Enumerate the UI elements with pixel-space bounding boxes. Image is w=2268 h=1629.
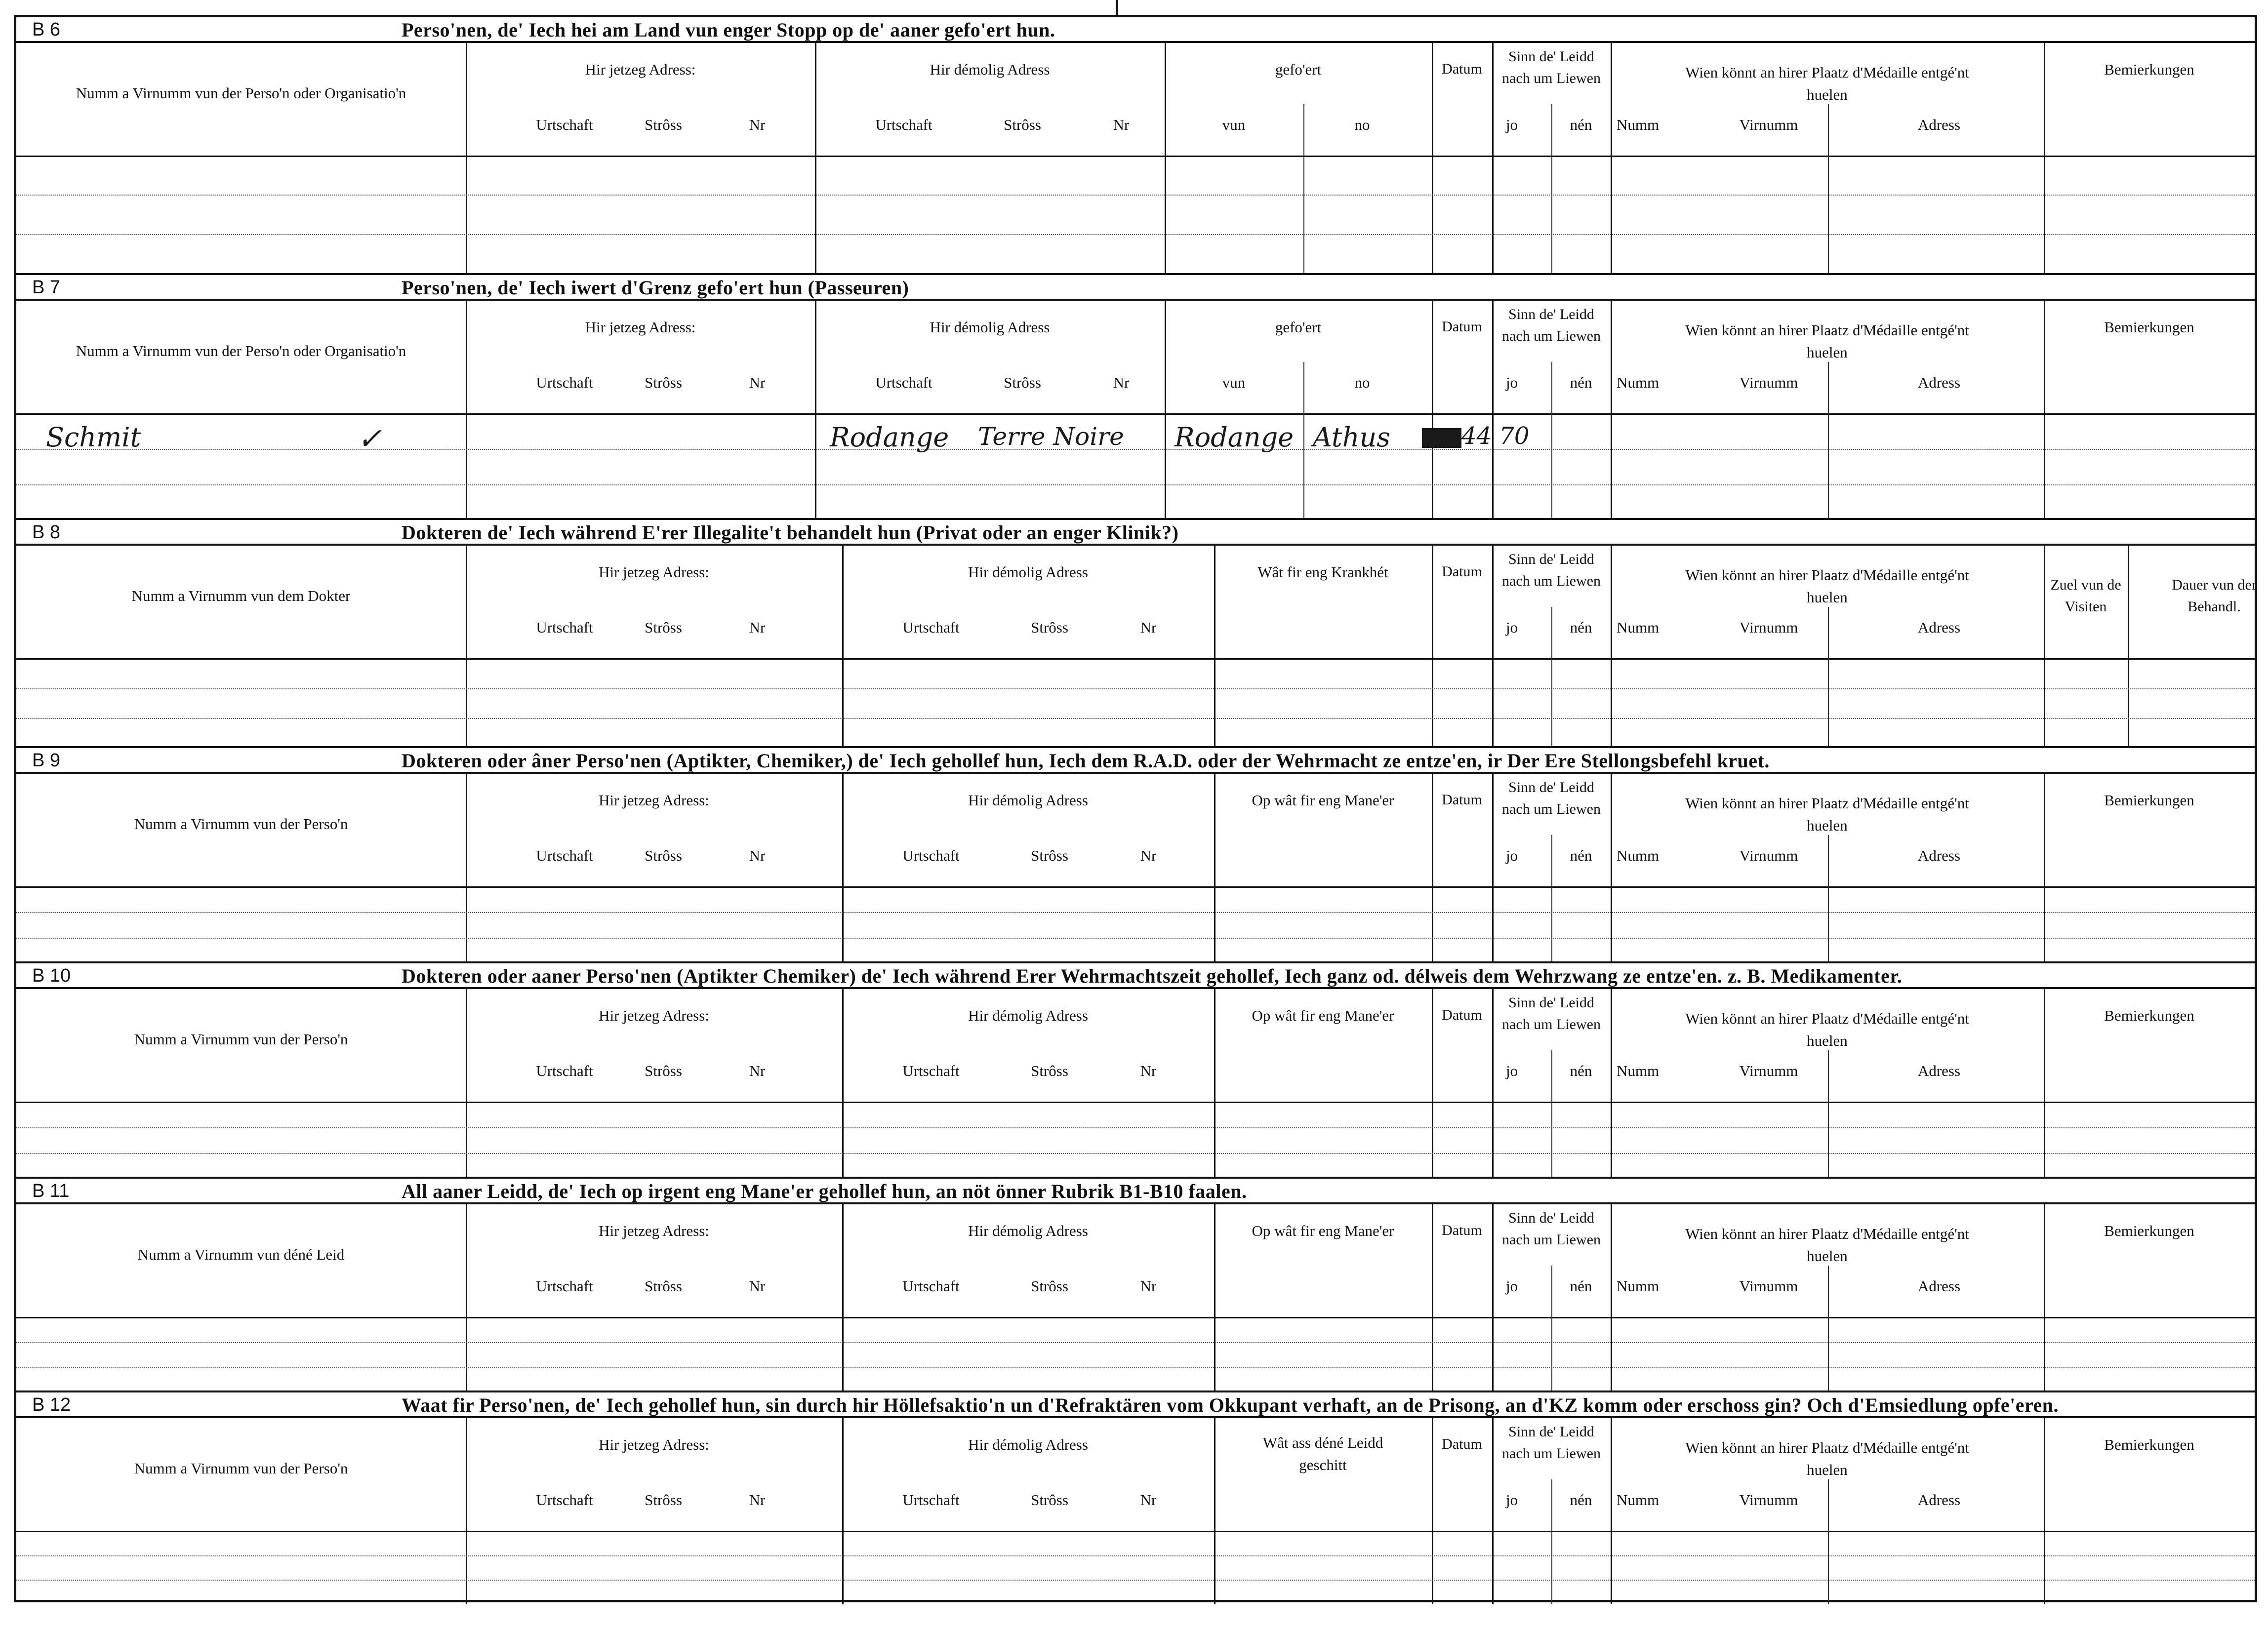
medal-address-header: Adress — [1917, 1491, 1961, 1509]
date-header: Datum — [1442, 1222, 1482, 1238]
help-kind-header: Op wât fir eng Mane'er — [1252, 1222, 1394, 1239]
transport-to-header: no — [1354, 374, 1370, 391]
name-column-header: Numm a Virnumm vun der Perso'n oder Organisatio'n — [76, 84, 406, 102]
entry-rows-area[interactable] — [16, 886, 2255, 963]
alive-header: Sinn de' Leidd nach um Liewen — [1502, 48, 1601, 86]
current-number-header: Nr — [749, 1491, 766, 1509]
former-street-header: Strôss — [1004, 374, 1041, 391]
alive-header: Sinn de' Leidd nach um Liewen — [1502, 779, 1601, 817]
former-town-header: Urtschaft — [875, 374, 932, 391]
section-b10 — [16, 961, 2255, 1177]
date-header: Datum — [1442, 1007, 1482, 1023]
former-number-header: Nr — [1140, 1277, 1157, 1295]
alive-no-header: nén — [1570, 1491, 1592, 1509]
medal-recipient-header: Wien könnt an hirer Plaatz d'Médaille entgé'nt huelen — [1685, 1010, 1969, 1049]
medal-recipient-header: Wien könnt an hirer Plaatz d'Médaille entgé'nt huelen — [1685, 1225, 1969, 1265]
alive-yes-header: jo — [1505, 619, 1518, 636]
current-street-header: Strôss — [645, 374, 682, 391]
entry-rows-area[interactable] — [16, 1531, 2255, 1604]
remarks-header: Bemierkungen — [2104, 61, 2194, 78]
former-town-header: Urtschaft — [902, 1277, 960, 1295]
current-town-header: Urtschaft — [536, 116, 593, 133]
date-header: Datum — [1442, 792, 1482, 808]
top-registration-mark — [1116, 0, 1118, 17]
medal-surname-header: Numm — [1616, 619, 1660, 636]
section-code: B 9 — [32, 750, 61, 771]
alive-yes-header: jo — [1505, 847, 1518, 864]
current-address-header: Hir jetzeg Adress: — [585, 61, 696, 78]
alive-no-header: nén — [1570, 374, 1592, 391]
current-address-header: Hir jetzeg Adress: — [599, 563, 709, 581]
medal-firstname-header: Virnumm — [1739, 374, 1798, 391]
current-number-header: Nr — [749, 847, 766, 864]
transport-from-header: vun — [1222, 116, 1246, 133]
date-header: Datum — [1442, 61, 1482, 77]
transport-to-header: no — [1354, 116, 1370, 133]
section-title: Perso'nen, de' Iech hei am Land vun enger Stopp op de' aaner gefo'ert hun. — [402, 19, 1055, 41]
transport-header: gefo'ert — [1275, 318, 1322, 336]
current-address-header: Hir jetzeg Adress: — [599, 1222, 709, 1239]
name-column-header: Numm a Virnumm vun der Perso'n — [134, 1031, 348, 1048]
name-column-header: Numm a Virnumm vun déné Leid — [137, 1246, 345, 1263]
current-town-header: Urtschaft — [536, 1062, 593, 1079]
date-header: Datum — [1442, 318, 1482, 335]
section-b11 — [16, 1177, 2255, 1391]
former-street-header: Strôss — [1031, 1491, 1068, 1509]
medal-surname-header: Numm — [1616, 1062, 1660, 1079]
current-street-header: Strôss — [645, 1062, 682, 1079]
handwritten-to: Athus — [1313, 422, 1391, 453]
former-number-header: Nr — [1140, 1491, 1157, 1509]
medal-recipient-header: Wien könnt an hirer Plaatz d'Médaille entgé'nt huelen — [1685, 64, 1969, 103]
ink-blot — [1422, 428, 1461, 448]
date-header: Datum — [1442, 563, 1482, 580]
medal-address-header: Adress — [1917, 1062, 1961, 1079]
former-street-header: Strôss — [1031, 1062, 1068, 1079]
entry-rows-area[interactable] — [16, 413, 2255, 520]
current-address-header: Hir jetzeg Adress: — [599, 792, 709, 809]
former-number-header: Nr — [1140, 619, 1157, 636]
section-title-bar — [16, 1392, 2255, 1418]
medal-surname-header: Numm — [1616, 116, 1660, 133]
alive-no-header: nén — [1570, 116, 1592, 133]
former-address-header: Hir démolig Adress — [968, 1436, 1088, 1453]
remarks-header: Bemierkungen — [2104, 1222, 2194, 1239]
section-b7 — [16, 273, 2255, 518]
current-number-header: Nr — [749, 619, 766, 636]
current-street-header: Strôss — [645, 116, 682, 133]
help-kind-header: Wât ass déné Leidd geschitt — [1262, 1434, 1383, 1473]
current-town-header: Urtschaft — [536, 1277, 593, 1295]
transport-header: gefo'ert — [1275, 61, 1322, 78]
current-address-header: Hir jetzeg Adress: — [599, 1007, 709, 1024]
handwritten-from: Rodange — [1174, 422, 1294, 453]
current-number-header: Nr — [749, 116, 766, 133]
former-town-header: Urtschaft — [902, 1491, 960, 1509]
current-town-header: Urtschaft — [536, 619, 593, 636]
remarks-header: Bemierkungen — [2104, 1436, 2194, 1453]
help-kind-header: Wât fir eng Krankhét — [1257, 563, 1388, 581]
help-kind-header: Op wât fir eng Mane'er — [1252, 1007, 1394, 1024]
handwritten-old-town: Rodange — [830, 422, 949, 453]
remarks-header: Bemierkungen — [2104, 792, 2194, 809]
medal-recipient-header: Wien könnt an hirer Plaatz d'Médaille entgé'nt huelen — [1685, 566, 1969, 606]
section-title-bar — [16, 17, 2255, 43]
alive-no-header: nén — [1570, 619, 1592, 636]
section-title: Dokteren oder aaner Perso'nen (Aptikter Chemiker) de' Iech während Erer Wehrmachtszeit gehollef, Iech ganz od. délweis dem Wehrzwang ze entze'en. z. B. Medikamenter. — [402, 965, 1903, 987]
section-code: B 12 — [32, 1394, 71, 1415]
help-kind-header: Op wât fir eng Mane'er — [1252, 792, 1394, 809]
former-town-header: Urtschaft — [902, 1062, 960, 1079]
section-code: B 8 — [32, 522, 61, 543]
alive-yes-header: jo — [1505, 1491, 1518, 1509]
former-address-header: Hir démolig Adress — [968, 792, 1088, 809]
name-column-header: Numm a Virnumm vun dem Dokter — [131, 587, 351, 604]
alive-header: Sinn de' Leidd nach um Liewen — [1502, 1424, 1601, 1462]
former-number-header: Nr — [1140, 847, 1157, 864]
former-number-header: Nr — [1113, 116, 1130, 133]
entry-rows-area[interactable] — [16, 658, 2255, 748]
medal-firstname-header: Virnumm — [1739, 1277, 1798, 1295]
medal-address-header: Adress — [1917, 619, 1961, 636]
remarks-header: Bemierkungen — [2104, 318, 2194, 336]
former-street-header: Strôss — [1031, 847, 1068, 864]
section-title: Dokteren de' Iech während E'rer Illegalite't behandelt hun (Privat oder an enger Klinik?) — [402, 521, 1179, 544]
treatment-duration-header: Dauer vun der Behandl. — [2172, 577, 2257, 615]
handwritten-check: ✓ — [357, 422, 382, 456]
alive-header: Sinn de' Leidd nach um Liewen — [1502, 1210, 1601, 1248]
current-street-header: Strôss — [645, 1491, 682, 1509]
entry-rows-area[interactable] — [16, 1102, 2255, 1179]
section-title-bar — [16, 520, 2255, 546]
former-address-header: Hir démolig Adress — [930, 318, 1050, 336]
medal-firstname-header: Virnumm — [1739, 116, 1798, 133]
alive-header: Sinn de' Leidd nach um Liewen — [1502, 551, 1601, 589]
visits-count-header: Zuel vun de Visiten — [2050, 577, 2121, 615]
section-title: Perso'nen, de' Iech iwert d'Grenz gefo'ert hun (Passeuren) — [402, 277, 909, 299]
current-number-header: Nr — [749, 374, 766, 391]
section-b9 — [16, 746, 2255, 961]
current-number-header: Nr — [749, 1277, 766, 1295]
former-number-header: Nr — [1140, 1062, 1157, 1079]
handwritten-old-street: Terre Noire — [978, 422, 1124, 451]
former-address-header: Hir démolig Adress — [930, 61, 1050, 78]
medal-surname-header: Numm — [1616, 374, 1660, 391]
form-sheet — [14, 15, 2257, 1602]
medal-address-header: Adress — [1917, 847, 1961, 864]
transport-from-header: vun — [1222, 374, 1246, 391]
name-column-header: Numm a Virnumm vun der Perso'n — [134, 815, 348, 833]
handwritten-name: Schmit — [46, 422, 141, 453]
section-title-bar — [16, 963, 2255, 989]
section-code: B 11 — [32, 1181, 70, 1201]
entry-rows-area[interactable] — [16, 1317, 2255, 1392]
alive-no-header: nén — [1570, 847, 1592, 864]
medal-surname-header: Numm — [1616, 1491, 1660, 1509]
alive-yes-header: jo — [1505, 1062, 1518, 1079]
medal-address-header: Adress — [1917, 1277, 1961, 1295]
former-address-header: Hir démolig Adress — [968, 1007, 1088, 1024]
alive-header: Sinn de' Leidd nach um Liewen — [1502, 994, 1601, 1033]
alive-no-header: nén — [1570, 1277, 1592, 1295]
alive-no-header: nén — [1570, 1062, 1592, 1079]
former-street-header: Strôss — [1004, 116, 1041, 133]
section-code: B 6 — [32, 19, 61, 40]
medal-surname-header: Numm — [1616, 1277, 1660, 1295]
section-code: B 7 — [32, 277, 61, 298]
name-column-header: Numm a Virnumm vun der Perso'n — [134, 1460, 348, 1477]
current-address-header: Hir jetzeg Adress: — [585, 318, 696, 336]
alive-header: Sinn de' Leidd nach um Liewen — [1502, 306, 1601, 344]
section-title-bar — [16, 275, 2255, 301]
current-street-header: Strôss — [645, 847, 682, 864]
medal-address-header: Adress — [1917, 116, 1961, 133]
medal-firstname-header: Virnumm — [1739, 1491, 1798, 1509]
current-town-header: Urtschaft — [536, 847, 593, 864]
section-title-bar — [16, 1179, 2255, 1204]
alive-yes-header: jo — [1505, 1277, 1518, 1295]
former-address-header: Hir démolig Adress — [968, 1222, 1088, 1239]
current-town-header: Urtschaft — [536, 374, 593, 391]
current-street-header: Strôss — [645, 619, 682, 636]
date-header: Datum — [1442, 1436, 1482, 1452]
name-column-header: Numm a Virnumm vun der Perso'n oder Organisatio'n — [76, 342, 406, 359]
former-street-header: Strôss — [1031, 1277, 1068, 1295]
medal-recipient-header: Wien könnt an hirer Plaatz d'Médaille entgé'nt huelen — [1685, 795, 1969, 834]
former-town-header: Urtschaft — [902, 619, 960, 636]
former-street-header: Strôss — [1031, 619, 1068, 636]
former-address-header: Hir démolig Adress — [968, 563, 1088, 581]
handwritten-date: 44 70 — [1461, 422, 1530, 450]
section-b8 — [16, 518, 2255, 746]
section-code: B 10 — [32, 965, 71, 986]
medal-recipient-header: Wien könnt an hirer Plaatz d'Médaille entgé'nt huelen — [1685, 1439, 1969, 1478]
current-address-header: Hir jetzeg Adress: — [599, 1436, 709, 1453]
section-b6 — [16, 17, 2255, 273]
medal-firstname-header: Virnumm — [1739, 1062, 1798, 1079]
section-title: All aaner Leidd, de' Iech op irgent eng Mane'er gehollef hun, an nöt önner Rubrik B1-B10 faalen. — [402, 1180, 1247, 1202]
former-town-header: Urtschaft — [875, 116, 932, 133]
alive-yes-header: jo — [1505, 116, 1518, 133]
medal-firstname-header: Virnumm — [1739, 847, 1798, 864]
current-street-header: Strôss — [645, 1277, 682, 1295]
former-town-header: Urtschaft — [902, 847, 960, 864]
medal-address-header: Adress — [1917, 374, 1961, 391]
medal-recipient-header: Wien könnt an hirer Plaatz d'Médaille entgé'nt huelen — [1685, 321, 1969, 361]
section-title: Dokteren oder âner Perso'nen (Aptikter, Chemiker,) de' Iech gehollef hun, Iech dem R.A.D. oder der Wehrmacht ze entze'en, ir Der Ere Stellongsbefehl kruet. — [402, 750, 1770, 772]
current-town-header: Urtschaft — [536, 1491, 593, 1509]
former-number-header: Nr — [1113, 374, 1130, 391]
remarks-header: Bemierkungen — [2104, 1007, 2194, 1024]
medal-firstname-header: Virnumm — [1739, 619, 1798, 636]
entry-rows-area[interactable] — [16, 156, 2255, 273]
section-title-bar — [16, 748, 2255, 774]
section-b12 — [16, 1391, 2255, 1602]
current-number-header: Nr — [749, 1062, 766, 1079]
section-title: Waat fir Perso'nen, de' Iech gehollef hun, sin durch hir Höllefsaktio'n un d'Refraktären vom Okkupant verhaft, an de Prisong, an d'KZ komm oder erschoss gin? Och d'Emsiedlung opfe'eren. — [402, 1394, 2059, 1416]
alive-yes-header: jo — [1505, 374, 1518, 391]
medal-surname-header: Numm — [1616, 847, 1660, 864]
